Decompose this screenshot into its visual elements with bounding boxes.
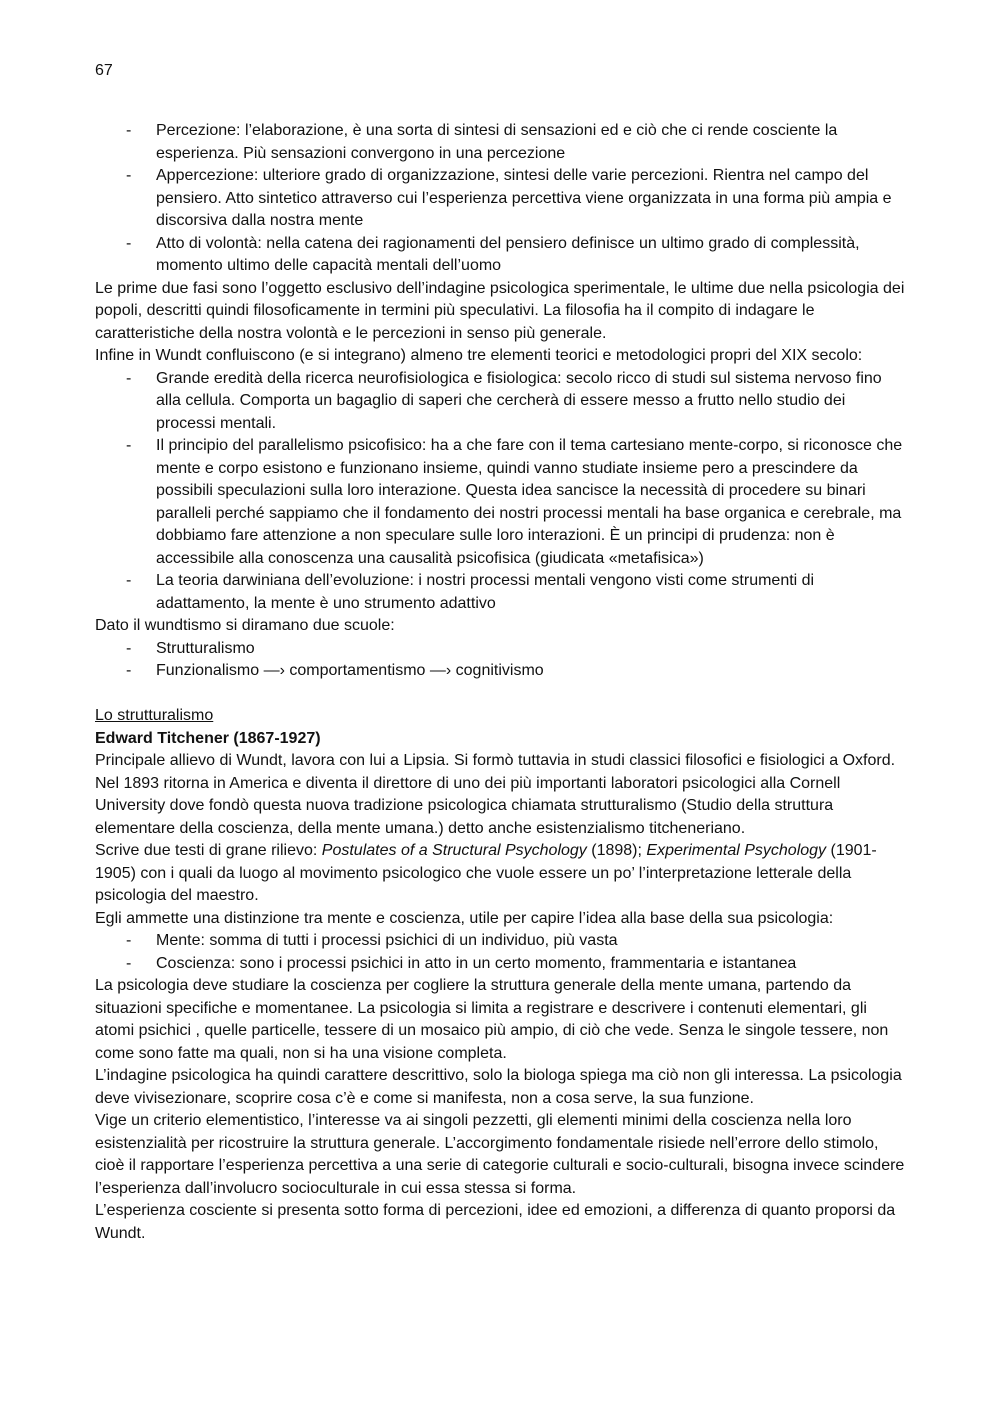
paragraph: Vige un criterio elementistico, l’interesse va ai singoli pezzetti, gli elementi minimi della coscienza nella loro esistenzialità per ricostruire la struttura generale. L’accorgimento fondamentale risiede nell’errore dello stimolo, cioè il rapportare l’esperienza percettiva a una serie di categorie culturali e socio-culturali, bisogna invece scindere l’esperienza dall’involucro socioculturale in cui essa stessa si forma. [95, 1112, 905, 1197]
dash-bullet: - [126, 369, 132, 387]
list-item-text: La teoria darwiniana dell’evoluzione: i nostri processi mentali vengono visti come strumenti di adattamento, la mente è uno strumento adattivo [156, 572, 815, 612]
list-item-text: Strutturalismo [156, 639, 255, 657]
book-title: Experimental Psychology [646, 842, 827, 859]
blank-line [95, 683, 907, 706]
paragraph: Principale allievo di Wundt, lavora con lui a Lipsia. Si formò tuttavia in studi classici filosofici e fisiologici a Oxford. [95, 752, 896, 769]
paragraph: Dato il wundtismo si diramano due scuole: [95, 617, 395, 634]
list-item-text: Atto di volontà: nella catena dei ragionamenti del pensiero definisce un ultimo grado di complessità, momento ultimo delle capacità mentali dell’uomo [156, 234, 860, 274]
paragraph: L’indagine psicologica ha quindi carattere descrittivo, solo la biologa spiega ma ciò non gli interessa. La psicologia deve vivisezionare, scoprire cosa c’è e come si manifesta, non a cosa serve, la sua funzione. [95, 1067, 902, 1107]
list-item [95, 233, 907, 278]
mind-consciousness-list [95, 930, 907, 975]
paragraph: Nel 1893 ritorna in America e diventa il direttore di uno dei più importanti laboratori psicologici alla Cornell University dove fondò questa nuova tradizione psicologica chiamata strutturalismo (Studio della struttura elementare della coscienza, della mente umana.) detto anche esistenzialismo titcheneriano. [95, 774, 841, 837]
list-item-text: Appercezione: ulteriore grado di organizzazione, sintesi delle varie percezioni. Rientra nel campo del pensiero. Atto sintetico attraverso cui l’esperienza percettiva viene organizzata in una forma più ampia e discorsiva dalla nostra mente [156, 167, 892, 229]
dash-bullet: - [126, 954, 132, 972]
elements-list [95, 368, 907, 616]
section-heading: Lo strutturalismo [95, 707, 214, 724]
schools-list [95, 638, 907, 683]
dash-bullet: - [126, 437, 132, 454]
paragraph: L’esperienza cosciente si presenta sotto forma di percezioni, idee ed emozioni, a differenza di quanto proporsi da Wundt. [95, 1202, 896, 1242]
section-subheading: Edward Titchener (1867-1927) [95, 729, 321, 747]
list-item [95, 570, 907, 615]
dash-bullet: - [126, 167, 132, 184]
list-item [95, 930, 907, 953]
paragraph: Le prime due fasi sono l’oggetto esclusivo dell’indagine psicologica sperimentale, le ultime due nella psicologia dei popoli, descritti quindi filosoficamente in termini più speculativi. La filosofia ha il compito di indagare le caratteristiche della nostra volontà e le percezioni in senso più generale. [95, 279, 905, 342]
paragraph [95, 840, 907, 908]
book-title: Postulates of a Structural Psychology [321, 842, 587, 859]
dash-bullet: - [126, 932, 132, 949]
paragraph: Infine in Wundt confluiscono (e si integrano) almeno tre elementi teorici e metodologici propri del XIX secolo: [95, 347, 863, 364]
list-item [95, 660, 907, 683]
paragraph: Egli ammette una distinzione tra mente e coscienza, utile per capire l’idea alla base della sua psicologia: [95, 909, 834, 927]
list-item [95, 120, 907, 165]
list-item [95, 953, 907, 976]
dash-bullet: - [126, 662, 132, 679]
list-item [95, 638, 907, 661]
list-item [95, 165, 907, 233]
list-item-text: Il principio del parallelismo psicofisico: ha a che fare con il tema cartesiano mente-corpo, si riconosce che mente e corpo esistono e funzionano insieme, quindi vanno studiate insieme pero a prescindere da possibili speculazioni sulla loro interazione. Questa idea sancisce la necessità di procedere su binari paralleli perché sappiamo che il fondamento dei nostri processi mentali ha base organica e cerebrale, ma dobbiamo fare attenzione a non speculare sulle loro interazioni. È un principi di prudenza: non è accessibile alla conoscenza una causalità psicofisica (giudicata «metafisica») [156, 437, 903, 567]
dash-bullet: - [126, 122, 132, 139]
list-item-text: Grande eredità della ricerca neurofisiologica e fisiologica: secolo ricco di studi sul sistema nervoso fino alla cellula. Comporta un bagaglio di saperi che cercherà di essere messo a frutto nello studio dei processi mentali. [156, 369, 882, 432]
paragraph: La psicologia deve studiare la coscienza per cogliere la struttura generale della mente umana, partendo da situazioni specifiche e momentanee. La psicologia si limita a registrare e descrivere i contenuti elementari, gli atomi psichici , quelle particelle, tessere di un mosaico più ampio, di ciò che vede. Senza le singole tessere, non come sono fatte ma quali, non si ha una visione completa. [95, 977, 889, 1062]
list-item-text: Coscienza: sono i processi psichici in atto in un certo momento, frammentaria e istantanea [156, 954, 797, 972]
list-item-text: Mente: somma di tutti i processi psichici di un individuo, più vasta [156, 932, 618, 949]
document-body [95, 120, 907, 1245]
page-number: 67 [95, 62, 113, 79]
list-item-text: Funzionalismo —› comportamentismo —› cognitivismo [156, 662, 544, 679]
dash-bullet: - [126, 234, 132, 252]
list-item-text: Percezione: l’elaborazione, è una sorta di sintesi di sensazioni ed e ciò che ci rende cosciente la esperienza. Più sensazioni convergono in una percezione [156, 122, 838, 162]
text-run: Scrive due testi di grane rilievo: [95, 842, 322, 859]
dash-bullet: - [126, 639, 132, 657]
list-item [95, 368, 907, 436]
stages-list [95, 120, 907, 278]
list-item [95, 435, 907, 570]
text-run: (1898); [586, 842, 647, 859]
dash-bullet: - [126, 572, 132, 589]
text-run: (1901-1905) con i quali da luogo al movimento psicologico che vuole essere un po’ l’interpretazione letterale della psicologia del maestro. [95, 842, 877, 904]
